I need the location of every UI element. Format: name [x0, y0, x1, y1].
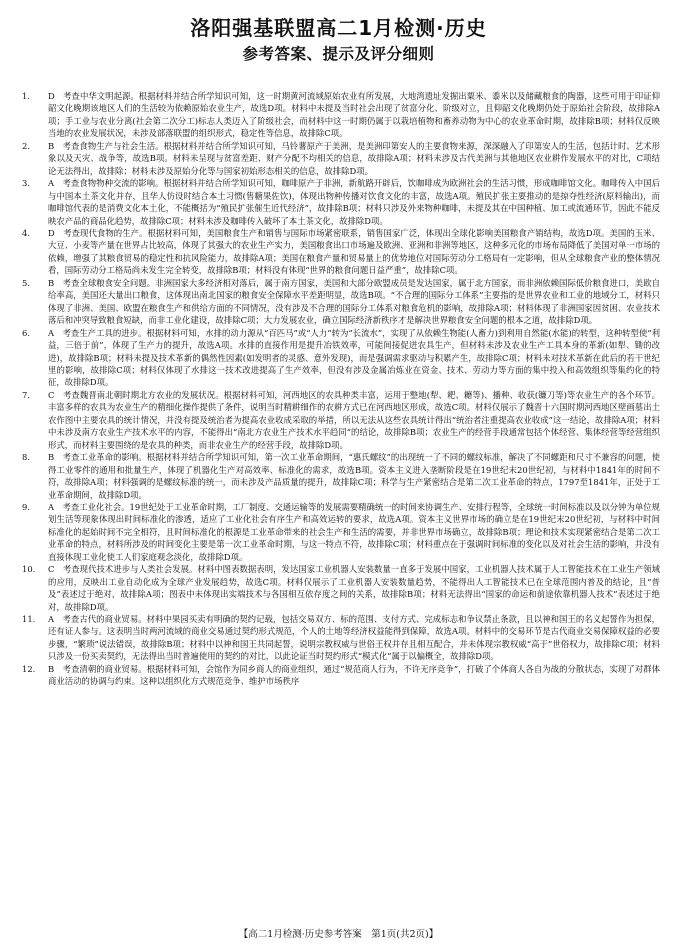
answer-number: 1. — [22, 91, 30, 101]
answer-text: B 考查工业革命的影响。根据材料并结合所学知识可知，第一次工业革命期间，“惠氏螺纹”的出现统一了不同的螺纹标准，解决了不同螺距和尺寸不兼容的问题，使得工业零件的通用和批量生产，体现了机器化生产对高效率、标准化的需求，故选B项。资本主义进入垄断阶段是在19世纪末20世纪初，与材料中1841年的时间不符，故排除A项；材料强调的是螺纹标准的统一，而未涉及产品质量的提升，故排除C项；科学与生产紧密结合是第二次工业革命的特点，1797至1841年，正处于工业革命期间，故排除D项。 — [48, 452, 660, 500]
answer-number: 2. — [22, 140, 30, 151]
answer-list — [22, 90, 660, 916]
answer-item — [22, 90, 660, 140]
answer-text: A 考查生产工具的进步。根据材料可知，水排的动力源从“百匹马”或“人力”转为“长流水”，实现了从依赖生物能(人畜力)到利用自然能(水能)的转型，这种转型使“利益，三倍于前”，体现了生产力的提升，故选A项。水排的直接作用是提升冶铁效率，可能间接促进农具生产，但材料未涉及农业生产工具本身的革新(如犁、锄的改进)，故排除B项；材料未提及技术革新的偶然性因素(如发明者的灵感、意外发现)，而是强调需求驱动与积累产生，故排除C项；材料未对技术革新在此后的若干世纪里的影响，故排除C项；材料仅体现了水排这一技术改进提高了生产效率，但没有涉及金属冶炼业在资金、技术、劳动力等方面的集中投入和高效组织等集约化的特征，故排除D项。 — [48, 327, 660, 388]
answer-item — [22, 451, 660, 501]
answer-number: 6. — [22, 327, 30, 338]
answer-text: D 考查现代食物的生产。根据材料可知，美国粮食生产和销售与国际市场紧密联系，销售国家广泛，体现出全球化影响美国粮食产销结构，故选D项。美国的玉米、大豆、小麦等产量在世界占比较高，体现了其强大的农业生产实力，美国粮食出口市场遍及欧洲、亚洲和非洲等地区，这种多元化的市场布局降低了美国对单一市场的依赖，增强了其粮食贸易的稳定性和抗风险能力，故排除A项；美国在粮食产量和贸易量上的优势地位对国际劳动分工格局有一定影响，但从全球粮食产业的整体情况看，国际劳动分工格局尚未发生完全转变，故排除B项；材料没有体现“世界的粮食问题日益严重”，故排除C项。 — [48, 227, 660, 276]
answer-text: C 考查魏晋南北朝时期北方农业的发展状况。根据材料可知，河西地区的农具种类丰富，运用于整地(犁、耙、耱等)、播种、收获(镰刀等)等农业生产的各个环节。丰富多样的农具为农业生产的精细化操作提供了条件，说明当时精耕细作的农耕方式已在河西地区形成，故选C项。材料仅展示了魏晋十六国时期河西地区壁画墓出土农作图中主要农具的统计情况，并没有提及统治者为提高农业收成采取的举措，所以无法从这些农具统计得出“统治者注重提高农业收成”这一结论，故排除A项；材料中未涉及南方农业生产技术水平的内容，不能得出“南北方农业生产技术水平趋同”的结论，故排除B项；农业生产的经营手段通常包括个体经营、集体经营等经营组织形式，而材料主要围绕的是农具的种类，而非农业生产的经营手段，故排除D项。 — [48, 389, 660, 450]
answer-number: 7. — [22, 389, 30, 400]
answer-number: 9. — [22, 501, 30, 512]
answer-item — [22, 501, 660, 563]
answer-item — [22, 389, 660, 451]
answer-item — [22, 563, 660, 613]
answer-item — [22, 663, 660, 688]
answer-number: 4. — [22, 227, 30, 238]
answer-item — [22, 140, 660, 177]
answer-text: A 考查工业化社会。19世纪处于工业革命时期，工厂制度、交通运输等的发展需要精确统一的时间来协调生产、安排行程等，全球统一时间标准以及以分钟为单位规划生活等现象体现出时间标准化的渗透，适应了工业化社会有序生产和高效运转的要求，故选A项。资本主义世界市场的确立是在19世纪末20世纪初，与材料中时间标准化的起始时间不完全相符，且时间标准化的根源是工业革命带来的社会生产和生活的需要，并非世界市场确立，故排除B项；理论和技术实现紧密结合是第二次工业革命的特点，材料所涉及的时间变化主要是第一次工业革命时期，与这一特点不符，故排除C项；材料重点在于强调时间标准的变化以及对社会生活的影响，并没有直接体现工业化使工人们家庭观念淡化，故排除D项。 — [48, 501, 660, 562]
page-title: 洛阳强基联盟高二1月检测·历史 — [190, 16, 487, 40]
answer-text: B 考查全球粮食安全问题。非洲国家大多经济相对落后，属于南方国家，美国和大部分欧盟成员是发达国家，属于北方国家，而非洲依赖国际低价粮食进口，美欧自给率高，美国还大量出口粮食，这体现出南北国家的粮食安全保障水平差距明显，故选B项。“不合理的国际分工体系”主要指的是世界农业和工业的地域分工，材料只体现了非洲、美国、欧盟在粮食生产和供给方面的不同情况，没有涉及不合理的国际分工体系对粮食危机的影响，故排除A项；材料体现了非洲国家因贫困、农业技术落后和冲突导致粮食短缺，而非工业化建设，故排除C项；大力发展农业，确立国际经济新秩序才是解决世界粮食安全问题的根本之道，故排除D项。 — [48, 277, 660, 326]
answer-text: A 考查古代的商业贸易。材料中果园买卖有明确的契约记载，包括交易双方、标的范围、支付方式、完成标志和争议禁止条款，且以神和国王的名义起誓作为担保，还有证人参与。这表明当时两河流域的商业交易通过契约形式规范，个人的土地等经济权益能得到保障，故选A项。材料中的交易环节是古代商业交易保障权益的必要步骤，“繁琐”说法错误，故排除B项；材料中以神和国王共同起誓，说明宗教权威与世俗王权并存且相互配合，并未体现宗教权威“高于”世俗权力，故排除C项；材料只涉及一份买卖契约，无法得出当时普遍使用的契约的对比，以此论证当时契约形式“模式化”属于以偏概全，故排除D项。 — [48, 614, 660, 662]
answer-item — [22, 327, 660, 389]
answer-number: 10. — [22, 564, 36, 575]
answer-item — [22, 227, 660, 277]
answer-number: 8. — [22, 452, 30, 463]
answer-text: D 考查中华文明起源。根据材料并结合所学知识可知，这一时期黄河流域原始农业有所发展，大地湾遗址发掘出粟米、黍米以及储藏粮食的陶器，这些可用于印证仰韶文化晚期该地区人们的生活较为依赖原始农业生产，故选D项。材料中未提及当时社会出现了贫富分化、阶级对立，且仰韶文化晚期仍处于原始社会阶段，故排除A项；手工业与农业分离(社会第二次分工)标志人类迈入了阶级社会，而材料中这一时期仍属于以栽培植物和畜养动物为中心的农业革命时期，故排除B项；材料仅反映当地的农业发展状况，未涉及部落联盟的组织形式，稳定性等信息，故排除C项。 — [48, 91, 660, 139]
answer-number: 12. — [22, 663, 36, 674]
answer-text: B 考查清朝的商业贸易。根据材料可知，会馆作为同乡商人的商业组织，通过“规范商人行为，不许无序竞争”，打破了个体商人各自为战的分散状态，实现了对群体商业活动的协调与约束。这种以组织化方式规范竞争、维护市场秩序 — [48, 663, 660, 687]
answer-number: 5. — [22, 277, 30, 288]
answer-item — [22, 613, 660, 663]
answer-text: C 考查现代技术进步与人类社会发展。材料中图表数据表明，发达国家工业机器人安装数量一直多于发展中国家，工业机器人技术属于人工智能技术在工业生产领域的应用，反映出工业自动化成为全球产业发展趋势，故选C项。材料仅展示了工业机器人安装数量趋势，不能得出人工智能技术已在全球范围内普及的结论，且“普及”表述过于绝对，故排除A项；图表中未体现出实端技术与各国相互依存度之间的关系，故排除B项；材料无法得出“国家的命运和前途依靠机器人技术”表述过于绝对，故排除D项。 — [48, 564, 660, 612]
answer-text: B 考查食物生产与社会生活。根据材料并结合所学知识可知，马铃薯原产于美洲，是美洲印第安人的主要食物来源，深深融入了印第安人的生活，包括计时、艺术形象以及天灾、战争等，故选B项。材料未呈现与贫富差距、财产分配不均相关的信息，故排除A项；材料未涉及古代美洲与其他地区农业耕作发展水平的对比，C项结论无法得出，故排除；材料未涉及原始分化等与国家初始形态相关的信息，故排除D项。 — [48, 140, 660, 176]
answer-number: 3. — [22, 178, 30, 189]
answer-text: A 考查食物物种交流的影响。根据材料并结合所学知识可知，咖啡原产于非洲，新航路开辟后，饮咖啡成为欧洲社会的生活习惯，形成咖啡馆文化。咖啡传入中国后与中国本土茶文化并存，且华人仿设时结合本土习惯(售糖果佐饮)，体现出物种传播对饮食文化的丰富，故选A项。殖民扩张主要推动的是掠夺性经济(原料输出)，而咖啡馆代表的是消费文化本土化，不能概括为“殖民扩张催生近代经济”，故排除B项；材料只涉及外来物种咖啡，未提及其在中国种植、加工或流通环节，因此不能反映农产品的商品化趋势，故排除C项；材料未涉及咖啡传入破坏了本土茶文化，故排除D项。 — [48, 178, 660, 226]
answer-item — [22, 277, 660, 327]
answer-number: 11. — [22, 614, 36, 625]
page-subtitle: 参考答案、提示及评分细则 — [242, 45, 435, 63]
answer-item — [22, 177, 660, 227]
page-footer: 【高二1月检测·历史参考答案 第1页(共2页)】 — [238, 929, 439, 940]
